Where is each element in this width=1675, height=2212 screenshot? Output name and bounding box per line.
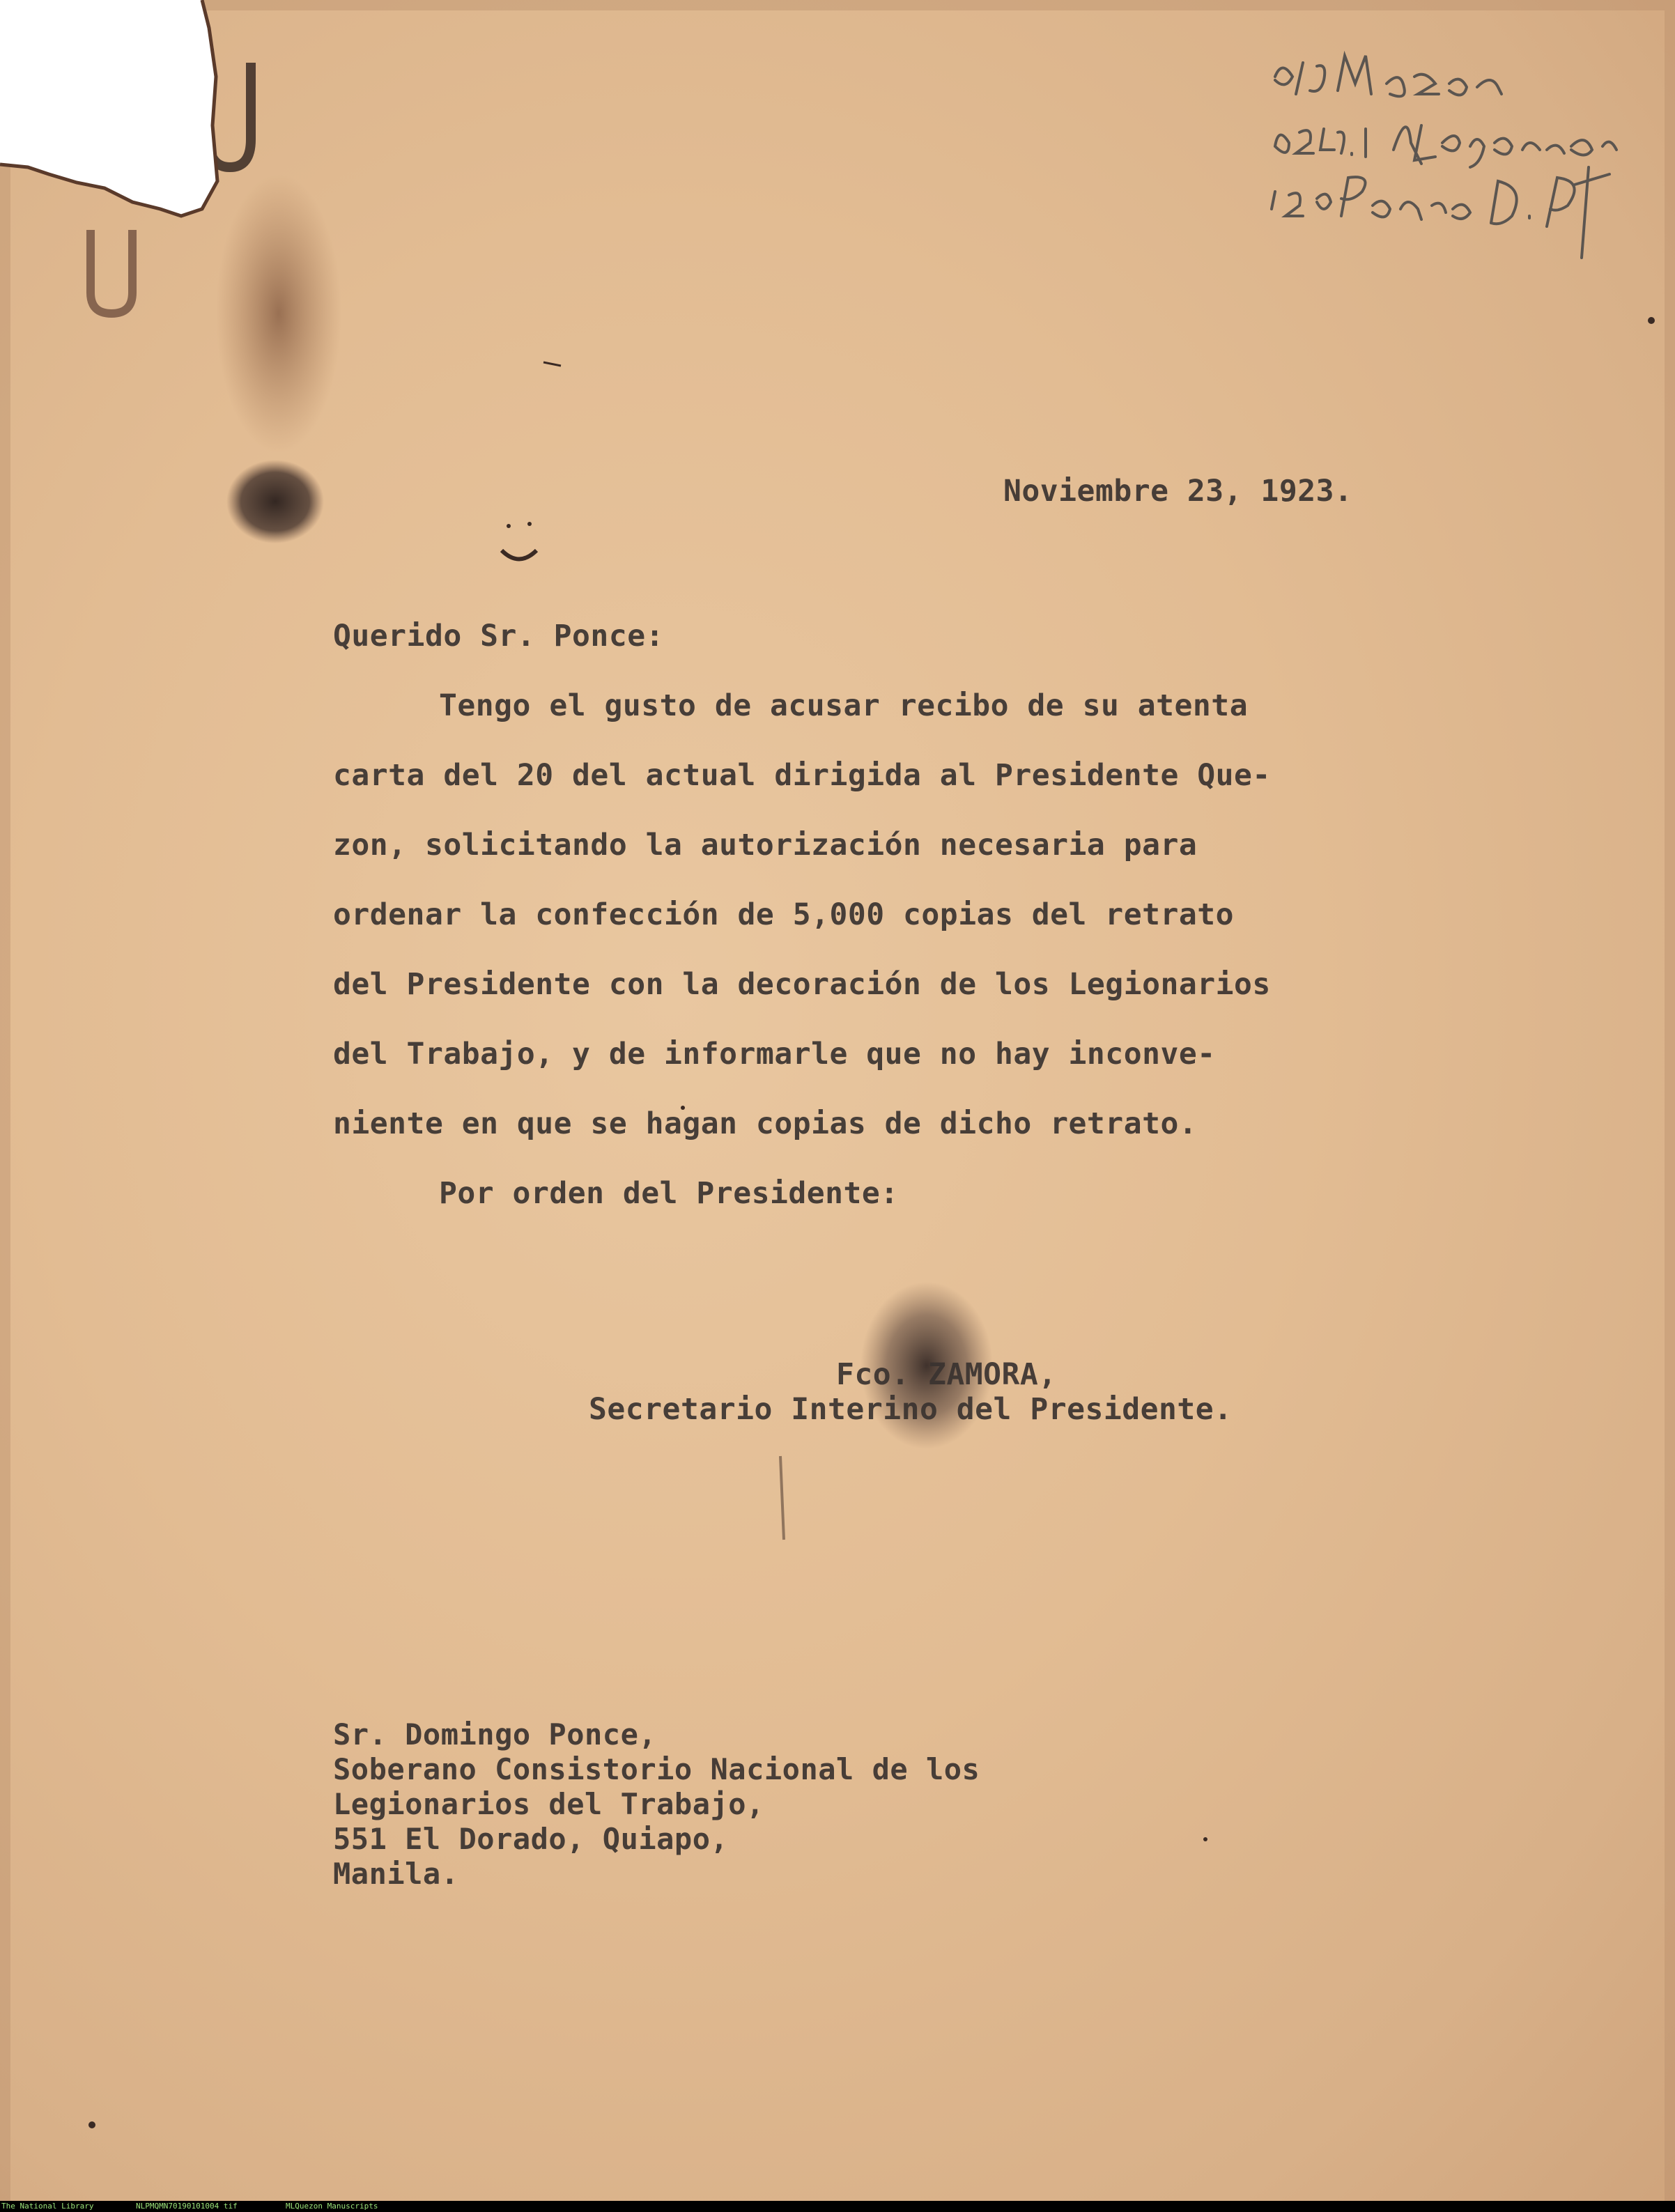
salutation: Querido Sr. Ponce:: [333, 619, 664, 653]
body-line: niente en que se hagan copias de dicho retrato.: [333, 1106, 1198, 1141]
staple-mark: [91, 230, 132, 314]
body-line: del Trabajo, y de informarle que no hay inconve-: [333, 1037, 1216, 1072]
address-line: Soberano Consistorio Nacional de los: [333, 1752, 980, 1786]
ink-blot: [226, 460, 324, 543]
letter-date: Noviembre 23, 1923.: [1003, 474, 1353, 509]
handwritten-annotation: [1254, 28, 1672, 334]
footer-collection: MLQuezon Manuscripts: [286, 2202, 378, 2211]
body-line: ordenar la confección de 5,000 copias del retrato: [333, 897, 1235, 932]
closing: Por orden del Presidente:: [439, 1176, 899, 1211]
signer-title: Secretario Interino del Presidente.: [589, 1392, 1233, 1427]
signer-name: Fco. ZAMORA,: [836, 1357, 1057, 1392]
body-line: zon, solicitando la autorización necesaria para: [333, 828, 1198, 863]
archive-footer: [0, 2201, 1675, 2212]
address-line: 551 El Dorado, Quiapo,: [333, 1822, 729, 1856]
body-line: carta del 20 del actual dirigida al Presidente Que-: [333, 758, 1271, 793]
address-line: Sr. Domingo Ponce,: [333, 1717, 657, 1751]
footer-file: NLPMQMN70190101004 tif: [136, 2202, 238, 2211]
body-line: del Presidente con la decoración de los Legionarios: [333, 967, 1271, 1002]
torn-corner: [0, 0, 230, 223]
address-line: Manila.: [333, 1857, 459, 1891]
footer-library: The National Library: [1, 2202, 94, 2211]
body-line: Tengo el gusto de acusar recibo de su atenta: [439, 688, 1249, 723]
address-line: Legionarios del Trabajo,: [333, 1787, 764, 1821]
